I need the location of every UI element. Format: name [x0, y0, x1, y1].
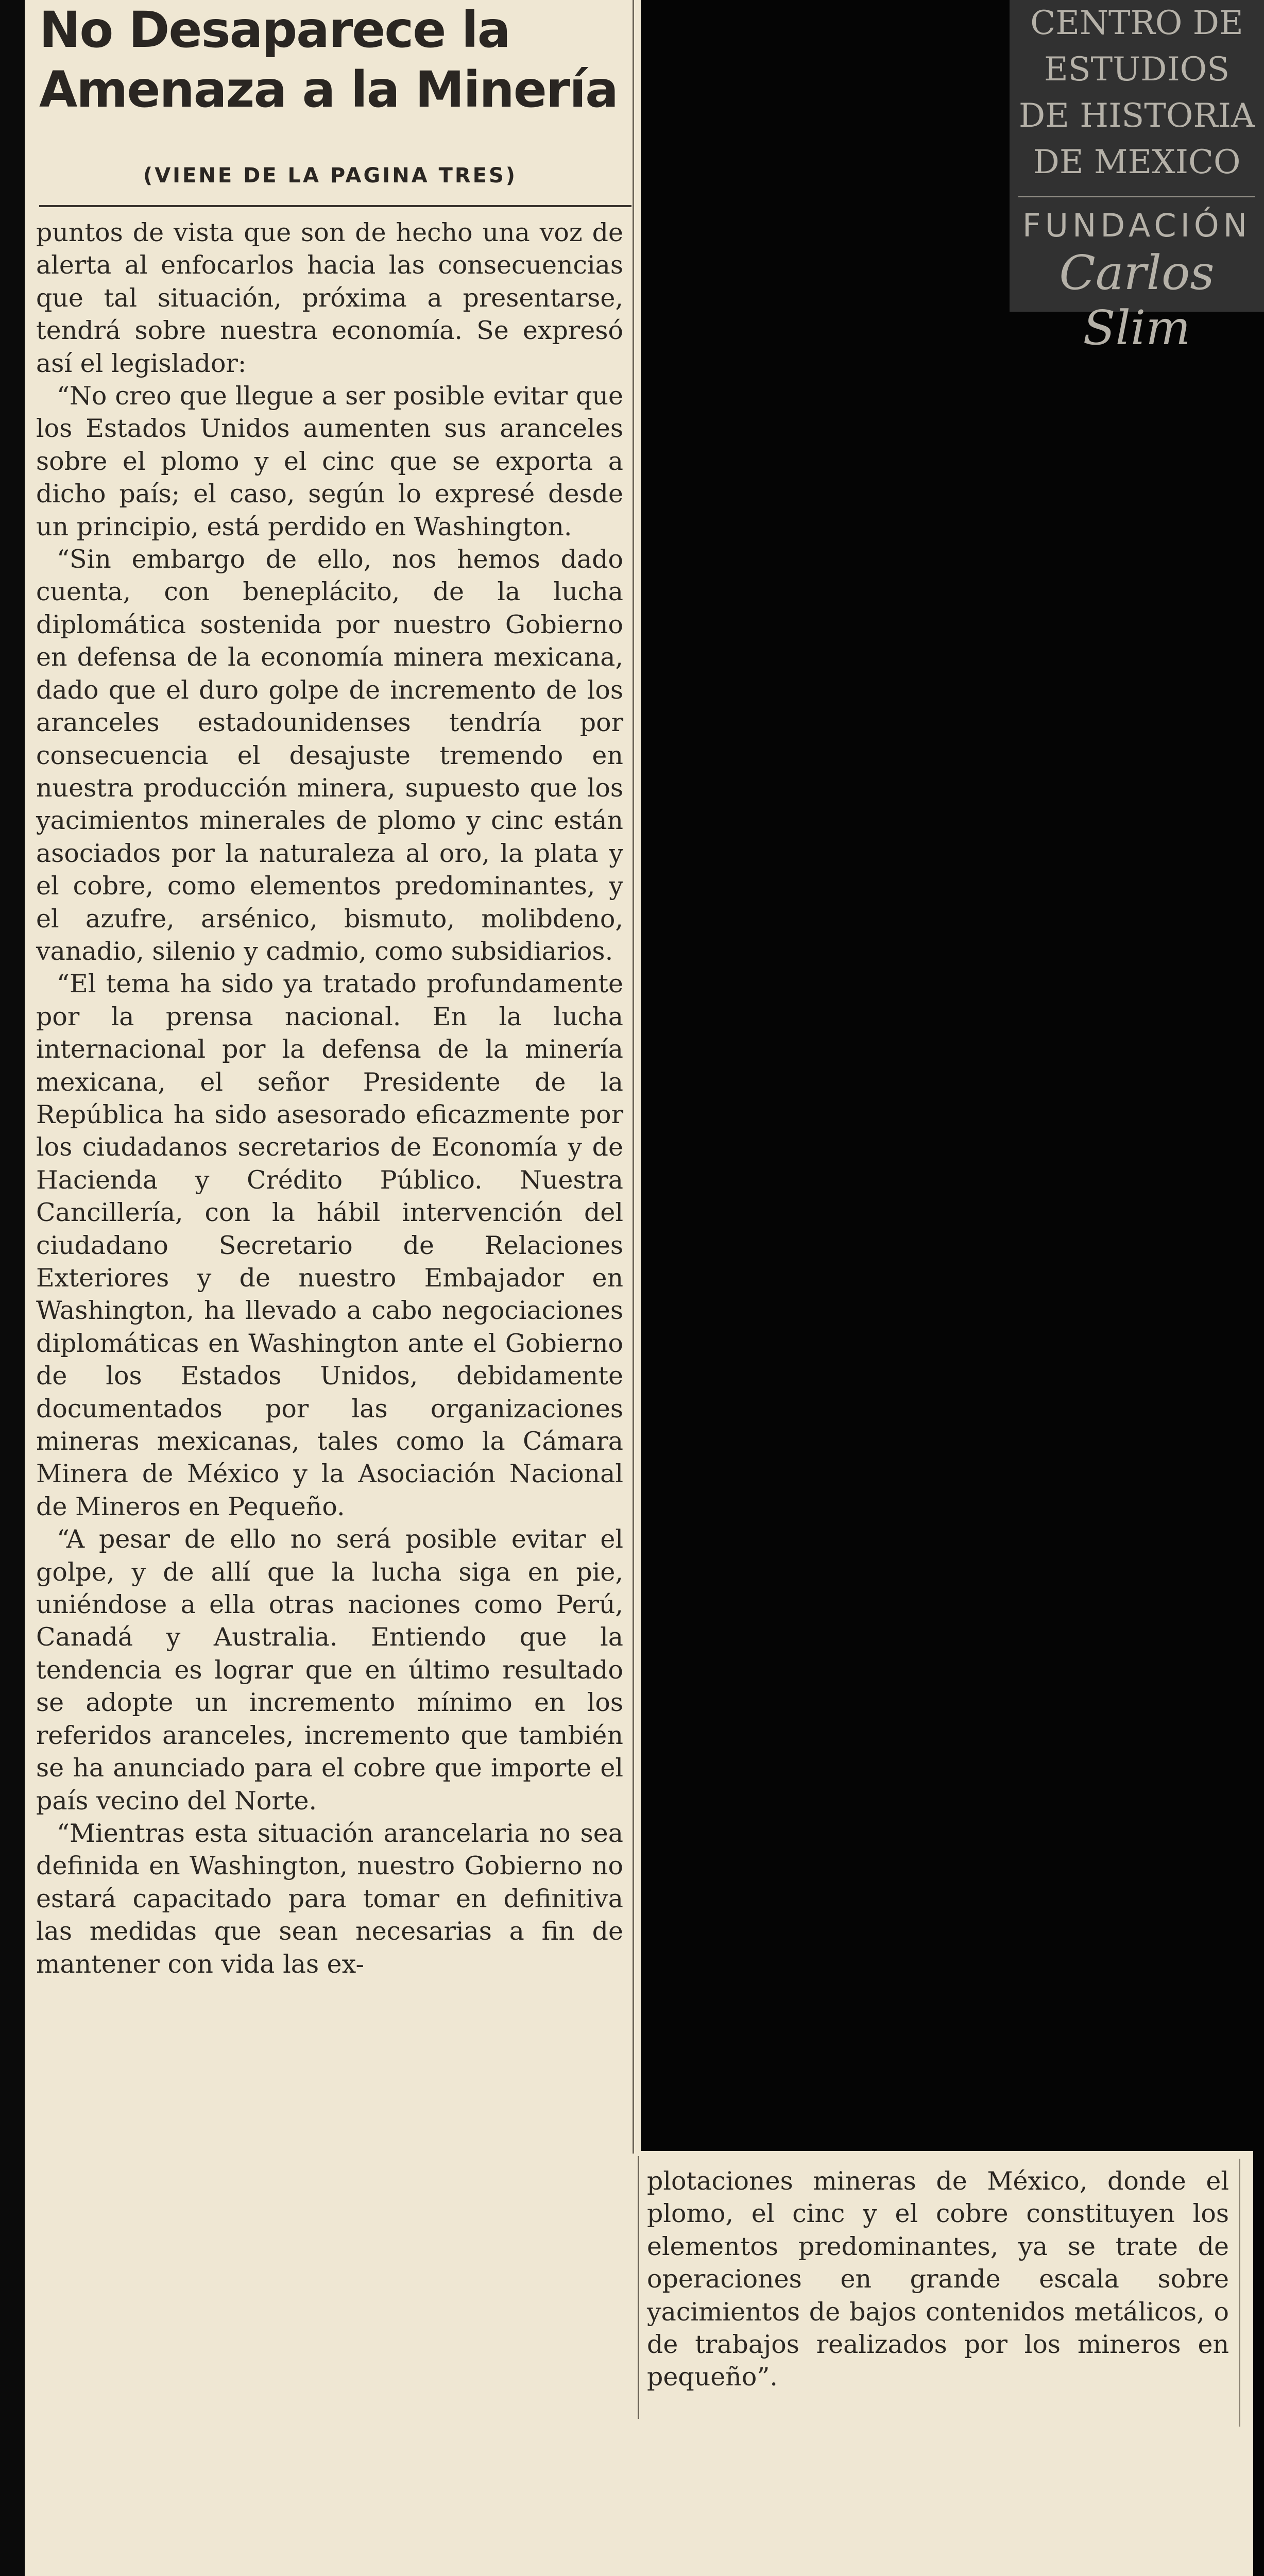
watermark-line-2: ESTUDIOS [1044, 50, 1230, 89]
paragraph: “Mientras esta situación arancelaria no sea definida en Washington, nuestro Gobierno no estará capacitado para tomar en definitiva las medidas que sean necesarias a fin de mantener con vida las ex- [36, 1818, 623, 1979]
headline-rule [39, 205, 631, 207]
watermark-line-4: DE MEXICO [1033, 143, 1241, 181]
headline-line-2: Amenaza a la Minería [39, 61, 618, 118]
clipping-edge-line [1239, 2159, 1240, 2427]
watermark-organization: FUNDACIÓN [1022, 207, 1252, 244]
article-column-1 [36, 216, 623, 1980]
paragraph: “No creo que llegue a ser posible evitar que los Estados Unidos aumenten sus aranceles sobre el plomo y el cinc que se exporta a dicho país; el caso, según lo expresé desde un principio, está perdido en Washington. [36, 381, 623, 541]
headline [39, 0, 621, 120]
headline-line-1: No Desaparece la [39, 1, 510, 59]
subhead: (VIENE DE LA PAGINA TRES) [143, 164, 518, 188]
paragraph: “El tema ha sido ya tratado profundamente por la prensa nacional. En la lucha internacional por la defensa de la minería mexicana, el señor Presidente de la República ha sido asesorado eficazmente por los ciudadanos secretarios de Economía y de Hacienda y Crédito Público. Nuestra Cancillería, con la hábil intervención del ciudadano Secretario de Relaciones Exteriores y de nuestro Embajador en Washington, ha llevado a cabo negociaciones diplomáticas en Washington ante el Gobierno de los Estados Unidos, debidamente documentados por las organizaciones mineras mexicanas, tales como la Cámara Minera de México y la Asociación Nacional de Mineros en Pequeño. [36, 969, 623, 1521]
article-column-2 [647, 2165, 1229, 2394]
paragraph: plotaciones mineras de México, donde el plomo, el cinc y el cobre constituyen los elementos predominantes, ya se trate de operaciones en grande escala sobre yacimientos de bajos contenidos metálicos, o de trabajos realizados por los mineros en pequeño”. [647, 2166, 1229, 2392]
column-divider-lower [638, 2156, 639, 2419]
paragraph: “Sin embargo de ello, nos hemos dado cuenta, con beneplácito, de la lucha diplomática sostenida por nuestro Gobierno en defensa de la economía minera mexicana, dado que el duro golpe de incremento de los aranceles estadounidenses tendría por consecuencia el desajuste tremendo en nuestra producción minera, supuesto que los yacimientos minerales de plomo y cinc están asociados por la naturaleza al oro, la plata y el cobre, como elementos predominantes, y el azufre, arsénico, bismuto, molibdeno, vanadio, silenio y cadmio, como subsidiarios. [36, 545, 623, 966]
watermark-line-1: CENTRO DE [1030, 4, 1243, 42]
paragraph: puntos de vista que son de hecho una voz de alerta al enfocarlos hacia las consecuencias que tal situación, próxima a presentarse, tendrá sobre nuestra economía. Se expresó así el legislador: [36, 218, 623, 378]
watermark-line-3: DE HISTORIA [1018, 97, 1255, 135]
scan-background-left [0, 0, 25, 2576]
archive-watermark [1010, 0, 1264, 355]
watermark-divider [1018, 196, 1255, 197]
watermark-signature: Carlos Slim [1059, 245, 1215, 355]
column-divider [633, 0, 634, 2154]
paragraph: “A pesar de ello no será posible evitar el golpe, y de allí que la lucha siga en pie, uniéndose a ella otras naciones como Perú, Canadá y Australia. Entiendo que la tendencia es lograr que en último resultado se adopte un incremento mínimo en los referidos aranceles, incremento que también se ha anunciado para el cobre que importe el país vecino del Norte. [36, 1524, 623, 1816]
